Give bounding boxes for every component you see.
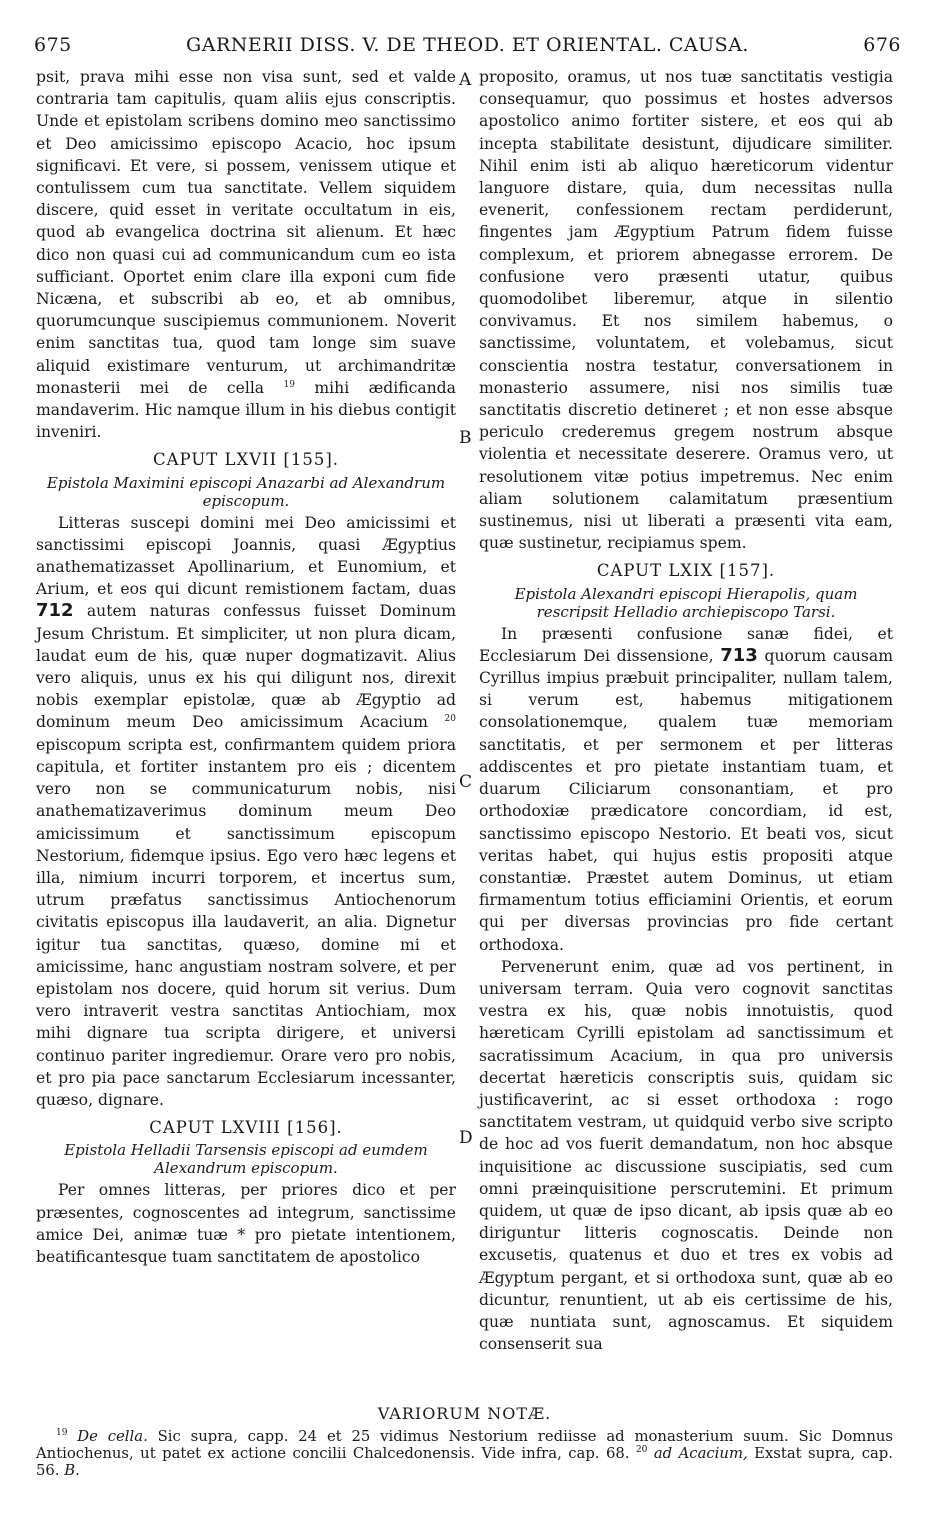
column-number: 712 [36,600,74,622]
margin-marker-d: D [459,1128,473,1148]
footnote-lemma: De cella. [77,1428,148,1445]
chapter-heading: CAPUT LXVIII [156]. [149,1118,343,1138]
chapter-heading: CAPUT LXVII [155]. [152,450,340,470]
paragraph: Pervenerunt enim, quæ ad vos pertinent, in universam terram. Quia vero cognovit sanctitas vestra ex his, quæ nobis innotuistis, quod hæreticam Cyrilli epistolam ad sanctissimum et sacratissimum Acacium, in qua pro universis decertat hæreticis conscriptis suis, quidam sic justificaverint, ac si esset orthodoxa : rogo sanctitatem vestram, ut quidquid verbo sive scripto de hoc ad vos fuerit demandatum, non hoc absque inquisitione ac discussione suscipiatis, sed cum omni præinquisitione perscrutemini. Et primum quidem, ut quæ de ipso dicant, ab ipsis quæ ab eo diriguntur litteris cognoscatis. Deinde non excusetis, quatenus et duo et tres ex vobis ad Ægyptum pergant, et si orthodoxa sunt, quæ ab eo dicuntur, renuntient, ut ab eis certissime de his, quæ nuntiata sunt, agnoscamus. Et siquidem consenserit sua [479,957,893,1354]
footnote-lemma: ad Acacium, [653,1445,748,1462]
paragraph: Per omnes litteras, per priores dico et per præsentes, cognoscentes ad integrum, sanctissime amice Dei, animæ tuæ * pro pietate intentionem, beatificantesque tuam sanctitatem de apostolico [36,1181,456,1266]
footnote-signature: B. [64,1462,80,1479]
text: mihi ædificanda mandaverim. Hic namque illum in his diebus contigit inveniri. [36,378,456,442]
margin-marker-a: A [459,70,472,90]
chapter-subtitle: Epistola Helladii Tarsensis episcopi ad eumdem Alexandrum episcopum. [64,1141,428,1178]
text: quorum causam Cyrillus impius præbuit principaliter, nullam talem, si verum est, habemus mitigationem consolationemque, qualem tuæ memoriam sanctitatis, et per sermonem et per litteras addiscentes et pro pietate instantiam tuam, et duarum Ciliciarum consonantiam, et pro orthodoxiæ prædicatore concordiam, id est, sanctissimo episcopo Nestorio. Et beati vos, sicut veritas habet, qui hujus estis propositi atque constantiæ. Præstet autem Dominus, ut etiam firmamentum totius efficiamini Orientis, et eorum qui per diversas provincias pro fide certant orthodoxa. [479,646,893,954]
page-number-left: 675 [34,34,72,56]
text: In præsenti confusione sanæ fidei, et Ecclesiarum Dei dissensione, [479,624,893,665]
column-number: 713 [720,644,758,666]
text: psit, prava mihi esse non visa sunt, sed et valde contraria tam capitulis, quam aliis ejus conscriptis. Unde et epistolam scribens domino meo sanctissimo et Deo amicissimo episcopo Acacio, hoc ipsum significavi. Et vere, si possem, venissem utique et contulissem cum tua sanctitate. Vellem siquidem discere, quid esset in veritate occultatum in eis, quod ab evangelica doctrina sit alienum. Et hæc dico non quasi cui ad communicandum cum eo ista sufficiant. Oportet enim clare illa exponi cum fide Nicæna, et subscribi ab eo, et ab omnibus, quorumcunque suscipiemus communionem. Noverit enim sanctitas tua, quod tam longe sim suave aliquid existimare venturum, ut archimandritæ monasterii mei de cella [36,68,456,397]
footnote-text: Exstat supra, cap. 56. [36,1445,893,1479]
paragraph [36,66,456,443]
paragraph [479,623,893,956]
footnotes [36,1428,893,1479]
notes-heading: VARIORUM NOTÆ. [377,1404,552,1423]
footnote-ref[interactable]: 20 [444,714,456,725]
footnote [36,1428,893,1479]
left-column [36,66,456,1268]
running-head [34,34,901,60]
margin-marker-c: C [459,772,473,792]
running-title: GARNERII DISS. V. DE THEOD. ET ORIENTAL. CAUSA. [186,34,749,56]
margin-marker-b: B [459,428,472,448]
text: autem naturas confessus fuisset Dominum Jesum Christum. Et simpliciter, ut non plura dicam, laudat eum de his, quæ nuper dogmatizavit. Alius vero aliquis, unus ex his qui diligunt nos, direxit nobis exemplar epistolæ, quæ ab Ægyptio ad dominum meum Deo amicissimum Acacium [36,602,457,732]
right-column [479,66,893,1355]
footnote-number: 20 [635,1445,648,1456]
paragraph [36,512,456,1111]
page-number-right: 676 [863,34,901,56]
chapter-heading: CAPUT LXIX [157]. [596,561,776,581]
chapter-subtitle: Epistola Maximini episcopi Anazarbi ad Alexandrum episcopum. [46,473,446,510]
text: episcopum scripta est, confirmantem quidem priora capitula, et fortiter instantem pro eis ; dicentem vero non se communicaturum nobis, nisi anathematizaverimus dominum meum Deo amicissimum et sanctissimum episcopum Nestorium, fidemque ipsius. Ego vero hæc legens et illa, nimium incurri torporem, et incertus sum, utrum præfatus sanctissimus Antiochenorum civitatis episcopus illa laudaverit, an alia. Dignetur igitur tua sanctitas, quæso, domine mi et amicissime, hanc angustiam nostram solvere, et per epistolam nos docere, quid horum sit verius. Dum vero intraverit vestra sanctitas Antiochiam, mox mihi dignare tua scripta dirigere, et universi continuo pariter ingrediemur. Orare vero pro nobis, et pro pia pace sanctarum Ecclesiarum incessanter, quæso, dignare. [36,735,456,1109]
footnote-text: Sic supra, capp. 24 et 25 vidimus Nestorium rediisse ad monasterium suum. Sic Domnus Antiochenus, ut patet ex actione concilii Chalcedonensis. Vide infra, cap. 68. [36,1428,893,1462]
footnote-ref[interactable]: 19 [283,379,295,390]
footnote-number: 19 [56,1428,68,1439]
text: Litteras suscepi domini mei Deo amicissimi et sanctissimi episcopi Joannis, quasi Ægyptius anathematizasset Apollinarium, et Eunomium, et Arium, et eos qui dicunt remistionem factam, duas [36,513,456,599]
paragraph: proposito, oramus, ut nos tuæ sanctitatis vestigia consequamur, quo possimus et hostes adversos apostolico animo fortiter sistere, et eos qui ab incepta stabilitate desistunt, dijudicare similiter. Nihil enim isti ab aliquo hæreticorum videntur languore distare, quia, dum necessitas nulla evenerit, confessionem rectam perdiderunt, fingentes jam Ægyptium Patrum fidem fuisse complexum, et priorem abnegasse errorem. De confusione vero præsenti utatur, quibus quomodolibet liberemur, atque in silentio convivamus. Et nos similem habemus, o sanctissime, voluntatem, et volebamus, sicut conscientia nostra testatur, conversationem in monasterio assumere, nisi nos similis tuæ sanctitatis discretio detineret ; et non esse absque periculo crederemus gregem nostrum absque violentia et necessitate deserere. Oramus vero, ut resolutionem vitæ potius impetremus. Nec enim aliam solutionem calamitatum præsentium sustinemus, nisi ut liberati a præsenti vita eam, quæ sustinetur, recipiamus spem. [479,68,893,553]
chapter-subtitle: Epistola Alexandri episcopi Hierapolis, quam rescripsit Helladio archiepiscopo Tarsi. [514,584,858,621]
